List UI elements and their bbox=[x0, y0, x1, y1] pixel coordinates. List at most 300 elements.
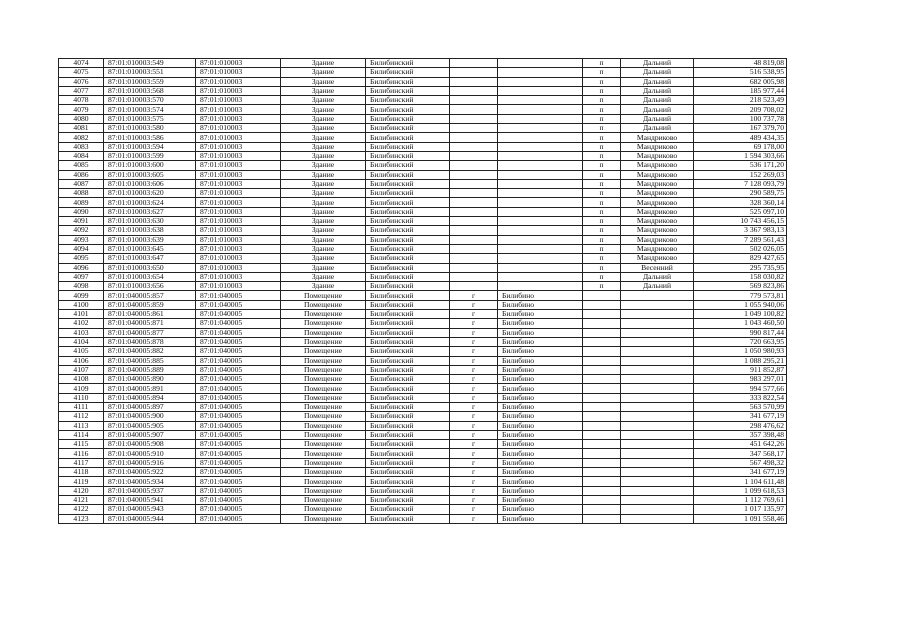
cadastral-quarter-cell: 87:01:010003 bbox=[196, 77, 281, 86]
settlement-type-cell bbox=[450, 179, 498, 188]
table-row bbox=[59, 384, 787, 393]
object-type-cell: Помещение bbox=[281, 421, 366, 430]
cadastral-number-cell: 87:01:010003:599 bbox=[104, 151, 196, 160]
locality-cell bbox=[621, 468, 694, 477]
row-number-cell: 4092 bbox=[59, 226, 104, 235]
locality-type-cell: п bbox=[583, 151, 621, 160]
cadastral-value-cell: 536 171,20 bbox=[694, 161, 787, 170]
table-row bbox=[59, 244, 787, 253]
locality-type-cell bbox=[583, 291, 621, 300]
settlement-type-cell: г bbox=[450, 365, 498, 374]
row-number-cell: 4087 bbox=[59, 179, 104, 188]
cadastral-quarter-cell: 87:01:010003 bbox=[196, 198, 281, 207]
cadastral-number-cell: 87:01:010003:630 bbox=[104, 217, 196, 226]
locality-cell: Мандриково bbox=[621, 133, 694, 142]
city-cell: Билибино bbox=[498, 449, 583, 458]
district-cell: Билибинский bbox=[366, 514, 450, 523]
settlement-type-cell: г bbox=[450, 402, 498, 411]
object-type-cell: Помещение bbox=[281, 402, 366, 411]
cadastral-value-cell: 1 104 611,48 bbox=[694, 477, 787, 486]
cadastral-number-cell: 87:01:040005:934 bbox=[104, 477, 196, 486]
city-cell bbox=[498, 254, 583, 263]
locality-cell bbox=[621, 375, 694, 384]
row-number-cell: 4107 bbox=[59, 365, 104, 374]
object-type-cell: Здание bbox=[281, 254, 366, 263]
cadastral-value-cell: 328 360,14 bbox=[694, 198, 787, 207]
cadastral-quarter-cell: 87:01:040005 bbox=[196, 458, 281, 467]
cadastral-number-cell: 87:01:010003:620 bbox=[104, 189, 196, 198]
object-type-cell: Здание bbox=[281, 142, 366, 151]
table-row bbox=[59, 440, 787, 449]
cadastral-quarter-cell: 87:01:040005 bbox=[196, 393, 281, 402]
locality-type-cell bbox=[583, 337, 621, 346]
row-number-cell: 4098 bbox=[59, 282, 104, 291]
row-number-cell: 4075 bbox=[59, 68, 104, 77]
district-cell: Билибинский bbox=[366, 68, 450, 77]
cadastral-quarter-cell: 87:01:010003 bbox=[196, 59, 281, 68]
table-row bbox=[59, 124, 787, 133]
row-number-cell: 4103 bbox=[59, 328, 104, 337]
cadastral-number-cell: 87:01:040005:900 bbox=[104, 412, 196, 421]
locality-cell bbox=[621, 337, 694, 346]
settlement-type-cell: г bbox=[450, 449, 498, 458]
cadastral-quarter-cell: 87:01:040005 bbox=[196, 412, 281, 421]
district-cell: Билибинский bbox=[366, 495, 450, 504]
cadastral-quarter-cell: 87:01:010003 bbox=[196, 207, 281, 216]
cadastral-quarter-cell: 87:01:040005 bbox=[196, 356, 281, 365]
object-type-cell: Здание bbox=[281, 161, 366, 170]
cadastral-quarter-cell: 87:01:010003 bbox=[196, 86, 281, 95]
object-type-cell: Помещение bbox=[281, 412, 366, 421]
district-cell: Билибинский bbox=[366, 393, 450, 402]
cadastral-value-cell: 1 112 769,61 bbox=[694, 495, 787, 504]
locality-type-cell bbox=[583, 449, 621, 458]
table-row bbox=[59, 114, 787, 123]
locality-type-cell: п bbox=[583, 282, 621, 291]
settlement-type-cell: г bbox=[450, 300, 498, 309]
district-cell: Билибинский bbox=[366, 337, 450, 346]
table-row bbox=[59, 421, 787, 430]
locality-cell: Дальний bbox=[621, 86, 694, 95]
locality-cell bbox=[621, 300, 694, 309]
city-cell: Билибино bbox=[498, 310, 583, 319]
table-row bbox=[59, 468, 787, 477]
cadastral-number-cell: 87:01:010003:606 bbox=[104, 179, 196, 188]
locality-type-cell bbox=[583, 310, 621, 319]
cadastral-number-cell: 87:01:040005:861 bbox=[104, 310, 196, 319]
locality-cell bbox=[621, 356, 694, 365]
settlement-type-cell: г bbox=[450, 291, 498, 300]
locality-cell bbox=[621, 402, 694, 411]
object-type-cell: Помещение bbox=[281, 505, 366, 514]
object-type-cell: Здание bbox=[281, 151, 366, 160]
cadastral-value-cell: 911 852,87 bbox=[694, 365, 787, 374]
city-cell bbox=[498, 59, 583, 68]
settlement-type-cell bbox=[450, 105, 498, 114]
table-row bbox=[59, 375, 787, 384]
row-number-cell: 4095 bbox=[59, 254, 104, 263]
object-type-cell: Здание bbox=[281, 68, 366, 77]
settlement-type-cell bbox=[450, 226, 498, 235]
cadastral-number-cell: 87:01:040005:937 bbox=[104, 486, 196, 495]
city-cell: Билибино bbox=[498, 458, 583, 467]
object-type-cell: Здание bbox=[281, 179, 366, 188]
object-type-cell: Здание bbox=[281, 207, 366, 216]
locality-cell: Мандриково bbox=[621, 198, 694, 207]
table-row bbox=[59, 68, 787, 77]
locality-cell: Мандриково bbox=[621, 151, 694, 160]
cadastral-number-cell: 87:01:040005:897 bbox=[104, 402, 196, 411]
district-cell: Билибинский bbox=[366, 179, 450, 188]
cadastral-value-cell: 451 642,26 bbox=[694, 440, 787, 449]
cadastral-quarter-cell: 87:01:040005 bbox=[196, 402, 281, 411]
cadastral-quarter-cell: 87:01:010003 bbox=[196, 96, 281, 105]
locality-cell bbox=[621, 319, 694, 328]
locality-type-cell: п bbox=[583, 198, 621, 207]
city-cell: Билибино bbox=[498, 347, 583, 356]
table-row bbox=[59, 300, 787, 309]
table-row bbox=[59, 393, 787, 402]
cadastral-value-cell: 525 097,10 bbox=[694, 207, 787, 216]
object-type-cell: Здание bbox=[281, 133, 366, 142]
locality-cell: Весенний bbox=[621, 263, 694, 272]
cadastral-value-cell: 1 043 460,50 bbox=[694, 319, 787, 328]
locality-type-cell: п bbox=[583, 86, 621, 95]
settlement-type-cell: г bbox=[450, 421, 498, 430]
city-cell: Билибино bbox=[498, 412, 583, 421]
locality-cell bbox=[621, 347, 694, 356]
settlement-type-cell: г bbox=[450, 393, 498, 402]
locality-cell: Мандриково bbox=[621, 179, 694, 188]
row-number-cell: 4085 bbox=[59, 161, 104, 170]
locality-type-cell: п bbox=[583, 170, 621, 179]
cadastral-value-cell: 563 570,99 bbox=[694, 402, 787, 411]
cadastral-number-cell: 87:01:040005:878 bbox=[104, 337, 196, 346]
district-cell: Билибинский bbox=[366, 421, 450, 430]
cadastral-value-cell: 983 297,01 bbox=[694, 375, 787, 384]
cadastral-number-cell: 87:01:010003:580 bbox=[104, 124, 196, 133]
district-cell: Билибинский bbox=[366, 207, 450, 216]
object-type-cell: Помещение bbox=[281, 393, 366, 402]
table-row bbox=[59, 449, 787, 458]
object-type-cell: Помещение bbox=[281, 495, 366, 504]
city-cell bbox=[498, 114, 583, 123]
district-cell: Билибинский bbox=[366, 235, 450, 244]
city-cell bbox=[498, 226, 583, 235]
settlement-type-cell bbox=[450, 207, 498, 216]
cadastral-quarter-cell: 87:01:010003 bbox=[196, 217, 281, 226]
city-cell: Билибино bbox=[498, 365, 583, 374]
district-cell: Билибинский bbox=[366, 263, 450, 272]
cadastral-value-cell: 341 677,19 bbox=[694, 468, 787, 477]
district-cell: Билибинский bbox=[366, 310, 450, 319]
row-number-cell: 4102 bbox=[59, 319, 104, 328]
object-type-cell: Помещение bbox=[281, 514, 366, 523]
cadastral-number-cell: 87:01:010003:624 bbox=[104, 198, 196, 207]
row-number-cell: 4080 bbox=[59, 114, 104, 123]
cadastral-quarter-cell: 87:01:010003 bbox=[196, 263, 281, 272]
cadastral-quarter-cell: 87:01:040005 bbox=[196, 310, 281, 319]
cadastral-value-cell: 502 026,05 bbox=[694, 244, 787, 253]
cadastral-value-cell: 1 049 100,82 bbox=[694, 310, 787, 319]
settlement-type-cell bbox=[450, 161, 498, 170]
cadastral-value-cell: 10 743 456,15 bbox=[694, 217, 787, 226]
cadastral-number-cell: 87:01:010003:645 bbox=[104, 244, 196, 253]
city-cell bbox=[498, 272, 583, 281]
table-row bbox=[59, 412, 787, 421]
city-cell bbox=[498, 217, 583, 226]
district-cell: Билибинский bbox=[366, 300, 450, 309]
city-cell: Билибино bbox=[498, 393, 583, 402]
cadastral-quarter-cell: 87:01:040005 bbox=[196, 328, 281, 337]
cadastral-quarter-cell: 87:01:040005 bbox=[196, 486, 281, 495]
settlement-type-cell: г bbox=[450, 310, 498, 319]
cadastral-quarter-cell: 87:01:010003 bbox=[196, 68, 281, 77]
locality-type-cell bbox=[583, 384, 621, 393]
city-cell: Билибино bbox=[498, 384, 583, 393]
settlement-type-cell: г bbox=[450, 337, 498, 346]
cadastral-number-cell: 87:01:010003:639 bbox=[104, 235, 196, 244]
locality-type-cell bbox=[583, 421, 621, 430]
locality-cell bbox=[621, 412, 694, 421]
settlement-type-cell: г bbox=[450, 328, 498, 337]
object-type-cell: Помещение bbox=[281, 328, 366, 337]
settlement-type-cell bbox=[450, 114, 498, 123]
table-row bbox=[59, 477, 787, 486]
district-cell: Билибинский bbox=[366, 244, 450, 253]
district-cell: Билибинский bbox=[366, 161, 450, 170]
city-cell: Билибино bbox=[498, 505, 583, 514]
locality-type-cell bbox=[583, 430, 621, 439]
row-number-cell: 4077 bbox=[59, 86, 104, 95]
cadastral-value-cell: 341 677,19 bbox=[694, 412, 787, 421]
locality-type-cell: п bbox=[583, 244, 621, 253]
settlement-type-cell bbox=[450, 86, 498, 95]
locality-cell: Мандриково bbox=[621, 254, 694, 263]
cadastral-value-cell: 1 088 295,21 bbox=[694, 356, 787, 365]
settlement-type-cell bbox=[450, 244, 498, 253]
locality-type-cell bbox=[583, 402, 621, 411]
city-cell bbox=[498, 151, 583, 160]
cadastral-value-cell: 357 398,48 bbox=[694, 430, 787, 439]
locality-type-cell: п bbox=[583, 217, 621, 226]
cadastral-number-cell: 87:01:010003:594 bbox=[104, 142, 196, 151]
object-type-cell: Здание bbox=[281, 86, 366, 95]
cadastral-value-table bbox=[58, 58, 787, 524]
table-row bbox=[59, 189, 787, 198]
object-type-cell: Помещение bbox=[281, 384, 366, 393]
object-type-cell: Здание bbox=[281, 59, 366, 68]
district-cell: Билибинский bbox=[366, 282, 450, 291]
table-row bbox=[59, 235, 787, 244]
locality-cell bbox=[621, 328, 694, 337]
table-row bbox=[59, 282, 787, 291]
row-number-cell: 4079 bbox=[59, 105, 104, 114]
cadastral-value-cell: 69 178,00 bbox=[694, 142, 787, 151]
table-row bbox=[59, 319, 787, 328]
row-number-cell: 4105 bbox=[59, 347, 104, 356]
locality-type-cell bbox=[583, 356, 621, 365]
district-cell: Билибинский bbox=[366, 114, 450, 123]
locality-cell: Мандриково bbox=[621, 142, 694, 151]
object-type-cell: Помещение bbox=[281, 477, 366, 486]
locality-cell bbox=[621, 310, 694, 319]
object-type-cell: Помещение bbox=[281, 458, 366, 467]
cadastral-number-cell: 87:01:040005:941 bbox=[104, 495, 196, 504]
cadastral-value-cell: 994 577,66 bbox=[694, 384, 787, 393]
object-type-cell: Здание bbox=[281, 282, 366, 291]
locality-cell: Дальний bbox=[621, 77, 694, 86]
object-type-cell: Здание bbox=[281, 189, 366, 198]
cadastral-value-cell: 569 823,86 bbox=[694, 282, 787, 291]
settlement-type-cell bbox=[450, 189, 498, 198]
cadastral-value-cell: 347 568,17 bbox=[694, 449, 787, 458]
locality-type-cell: п bbox=[583, 254, 621, 263]
cadastral-quarter-cell: 87:01:010003 bbox=[196, 151, 281, 160]
city-cell bbox=[498, 235, 583, 244]
district-cell: Билибинский bbox=[366, 133, 450, 142]
district-cell: Билибинский bbox=[366, 365, 450, 374]
settlement-type-cell bbox=[450, 170, 498, 179]
settlement-type-cell: г bbox=[450, 384, 498, 393]
cadastral-quarter-cell: 87:01:010003 bbox=[196, 235, 281, 244]
table-row bbox=[59, 263, 787, 272]
table-row bbox=[59, 151, 787, 160]
row-number-cell: 4106 bbox=[59, 356, 104, 365]
cadastral-value-cell: 152 269,03 bbox=[694, 170, 787, 179]
settlement-type-cell bbox=[450, 217, 498, 226]
settlement-type-cell bbox=[450, 263, 498, 272]
district-cell: Билибинский bbox=[366, 151, 450, 160]
object-type-cell: Здание bbox=[281, 77, 366, 86]
object-type-cell: Помещение bbox=[281, 486, 366, 495]
locality-cell bbox=[621, 486, 694, 495]
cadastral-value-cell: 298 476,62 bbox=[694, 421, 787, 430]
cadastral-value-cell: 48 819,08 bbox=[694, 59, 787, 68]
row-number-cell: 4084 bbox=[59, 151, 104, 160]
table-row bbox=[59, 59, 787, 68]
cadastral-quarter-cell: 87:01:010003 bbox=[196, 114, 281, 123]
row-number-cell: 4083 bbox=[59, 142, 104, 151]
cadastral-number-cell: 87:01:040005:894 bbox=[104, 393, 196, 402]
cadastral-value-cell: 7 128 093,79 bbox=[694, 179, 787, 188]
cadastral-number-cell: 87:01:040005:877 bbox=[104, 328, 196, 337]
cadastral-number-cell: 87:01:010003:549 bbox=[104, 59, 196, 68]
cadastral-quarter-cell: 87:01:040005 bbox=[196, 477, 281, 486]
cadastral-value-cell: 333 822,54 bbox=[694, 393, 787, 402]
cadastral-quarter-cell: 87:01:040005 bbox=[196, 300, 281, 309]
district-cell: Билибинский bbox=[366, 124, 450, 133]
locality-type-cell: п bbox=[583, 68, 621, 77]
cadastral-value-cell: 1 594 303,66 bbox=[694, 151, 787, 160]
district-cell: Билибинский bbox=[366, 468, 450, 477]
cadastral-quarter-cell: 87:01:010003 bbox=[196, 282, 281, 291]
locality-cell bbox=[621, 505, 694, 514]
locality-cell bbox=[621, 514, 694, 523]
locality-cell: Мандриково bbox=[621, 244, 694, 253]
cadastral-value-cell: 682 005,98 bbox=[694, 77, 787, 86]
table-row bbox=[59, 347, 787, 356]
settlement-type-cell: г bbox=[450, 477, 498, 486]
locality-cell bbox=[621, 393, 694, 402]
settlement-type-cell: г bbox=[450, 412, 498, 421]
cadastral-number-cell: 87:01:040005:907 bbox=[104, 430, 196, 439]
cadastral-number-cell: 87:01:040005:943 bbox=[104, 505, 196, 514]
cadastral-number-cell: 87:01:010003:586 bbox=[104, 133, 196, 142]
locality-type-cell bbox=[583, 505, 621, 514]
cadastral-number-cell: 87:01:010003:570 bbox=[104, 96, 196, 105]
cadastral-quarter-cell: 87:01:010003 bbox=[196, 170, 281, 179]
settlement-type-cell bbox=[450, 59, 498, 68]
settlement-type-cell: г bbox=[450, 468, 498, 477]
row-number-cell: 4114 bbox=[59, 430, 104, 439]
locality-type-cell bbox=[583, 365, 621, 374]
row-number-cell: 4097 bbox=[59, 272, 104, 281]
locality-type-cell bbox=[583, 300, 621, 309]
table-row bbox=[59, 514, 787, 523]
table-row bbox=[59, 458, 787, 467]
row-number-cell: 4101 bbox=[59, 310, 104, 319]
district-cell: Билибинский bbox=[366, 170, 450, 179]
row-number-cell: 4110 bbox=[59, 393, 104, 402]
settlement-type-cell: г bbox=[450, 440, 498, 449]
settlement-type-cell bbox=[450, 133, 498, 142]
row-number-cell: 4117 bbox=[59, 458, 104, 467]
city-cell: Билибино bbox=[498, 402, 583, 411]
city-cell bbox=[498, 105, 583, 114]
district-cell: Билибинский bbox=[366, 77, 450, 86]
locality-type-cell: п bbox=[583, 161, 621, 170]
object-type-cell: Помещение bbox=[281, 347, 366, 356]
cadastral-number-cell: 87:01:040005:871 bbox=[104, 319, 196, 328]
city-cell bbox=[498, 244, 583, 253]
settlement-type-cell bbox=[450, 77, 498, 86]
table-row bbox=[59, 430, 787, 439]
cadastral-value-cell: 720 663,95 bbox=[694, 337, 787, 346]
locality-cell bbox=[621, 440, 694, 449]
city-cell: Билибино bbox=[498, 300, 583, 309]
cadastral-number-cell: 87:01:010003:551 bbox=[104, 68, 196, 77]
district-cell: Билибинский bbox=[366, 96, 450, 105]
table-row bbox=[59, 161, 787, 170]
locality-type-cell bbox=[583, 495, 621, 504]
cadastral-number-cell: 87:01:040005:891 bbox=[104, 384, 196, 393]
city-cell: Билибино bbox=[498, 319, 583, 328]
city-cell: Билибино bbox=[498, 486, 583, 495]
cadastral-value-cell: 516 538,95 bbox=[694, 68, 787, 77]
locality-type-cell bbox=[583, 514, 621, 523]
table-row bbox=[59, 133, 787, 142]
cadastral-quarter-cell: 87:01:040005 bbox=[196, 375, 281, 384]
city-cell bbox=[498, 161, 583, 170]
district-cell: Билибинский bbox=[366, 86, 450, 95]
locality-type-cell: п bbox=[583, 133, 621, 142]
cadastral-number-cell: 87:01:010003:647 bbox=[104, 254, 196, 263]
locality-cell: Дальний bbox=[621, 105, 694, 114]
cadastral-quarter-cell: 87:01:040005 bbox=[196, 505, 281, 514]
settlement-type-cell: г bbox=[450, 356, 498, 365]
locality-cell: Мандриково bbox=[621, 170, 694, 179]
row-number-cell: 4112 bbox=[59, 412, 104, 421]
table-row bbox=[59, 356, 787, 365]
cadastral-quarter-cell: 87:01:010003 bbox=[196, 226, 281, 235]
district-cell: Билибинский bbox=[366, 430, 450, 439]
settlement-type-cell bbox=[450, 68, 498, 77]
row-number-cell: 4121 bbox=[59, 495, 104, 504]
table-row bbox=[59, 170, 787, 179]
cadastral-quarter-cell: 87:01:040005 bbox=[196, 337, 281, 346]
object-type-cell: Здание bbox=[281, 170, 366, 179]
